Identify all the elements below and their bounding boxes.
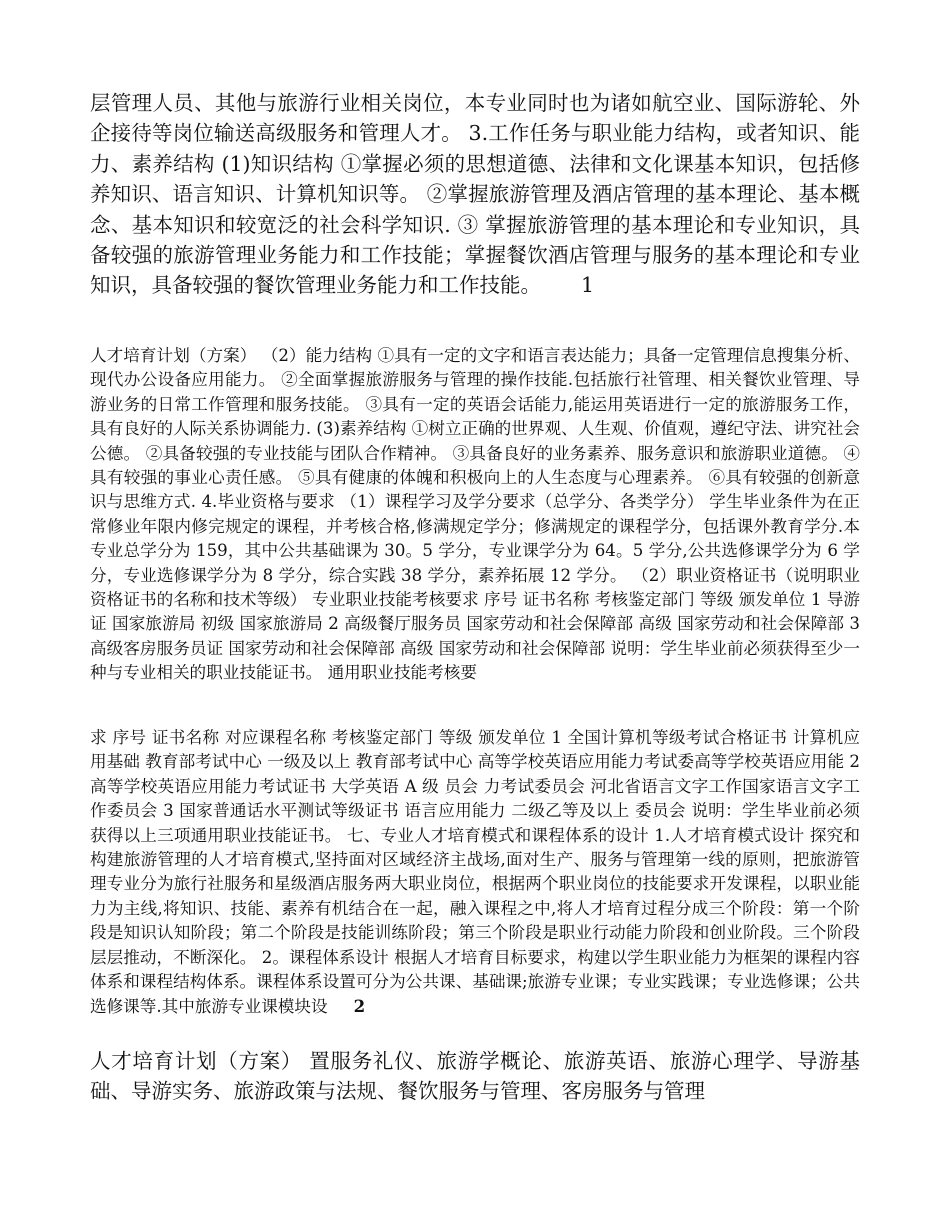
page-number: 1: [581, 273, 595, 298]
paragraph-text: 求 序号 证书名称 对应课程名称 考核鉴定部门 等级 颁发单位 1 全国计算机等级考试合格证书 计算机应用基础 教育部考试中心 一级及以上 教育部考试中心 高等学校英语应用能力考试委高等学校英语应用能 2 高等学校英语应用能力考试证书 大学英语 A 级 员会 力考试委员会 河北省语言文字工作国家语言文字工作委员会 3 国家普通话水平测试等级证书 语言应用能力 二级乙等及以上 委员会 说明：学生毕业前必须获得以上三项通用职业技能证书。 七、专业人才培育模式和课程体系的设计 1.人才培育模式设计 探究和构建旅游管理的人才培育模式,坚持面对区域经济主战场,面对生产、服务与管理第一线的原则，把旅游管理专业分为旅行社服务和星级酒店服务两大职业岗位，根据两个职业岗位的技能要求开发课程，以职业能力为主线,将知识、技能、素养有机结合在一起，融入课程之中,将人才培育过程分成三个阶段：第一个阶段是知识认知阶段；第二个阶段是技能训练阶段；第三个阶段是职业行动能力阶段和创业阶段。三个阶段层层推动，不断深化。 2。课程体系设计 根据人才培育目标要求，构建以学生职业能力为框架的课程内容体系和课程结构体系。课程体系设置可分为公共课、基础课;旅游专业课；专业实践课；专业选修课；公共选修课等.其中旅游专业课模块设: [90, 728, 860, 1017]
paragraph-text: 人才培育计划（方案） 置服务礼仪、旅游学概论、旅游英语、旅游心理学、导游基础、导游实务、旅游政策与法规、餐饮服务与管理、客房服务与管理: [90, 1049, 860, 1104]
text-block-4: [90, 1046, 860, 1107]
text-block-2: [90, 344, 860, 686]
paragraph-text: 层管理人员、其他与旅游行业相关岗位，本专业同时也为诸如航空业、国际游轮、外企接待等岗位输送高级服务和管理人才。 3.工作任务与职业能力结构，或者知识、能力、素养结构 (1)知识结构 ①掌握必须的思想道德、法律和文化课基本知识，包括修养知识、语言知识、计算机知识等。 ②掌握旅游管理及酒店管理的基本理论、基本概念、基本知识和较宽泛的社会科学知识. ③ 掌握旅游管理的基本理论和专业知识，具备较强的旅游管理业务能力和工作技能；掌握餐饮酒店管理与服务的基本理论和专业知识，具备较强的餐饮管理业务能力和工作技能。: [90, 91, 860, 298]
page-number: 2: [353, 996, 366, 1017]
paragraph-text: 人才培育计划（方案） （2）能力结构 ①具有一定的文字和语言表达能力；具备一定管理信息搜集分析、现代办公设备应用能力。 ②全面掌握旅游服务与管理的操作技能.包括旅行社管理、相关餐饮业管理、导游业务的日常工作管理和服务技能。 ③具有一定的英语会话能力,能运用英语进行一定的旅游服务工作，具有良好的人际关系协调能力. (3)素养结构 ①树立正确的世界观、人生观、价值观，遵纪守法、讲究社会公德。 ②具备较强的专业技能与团队合作精神。 ③具备良好的业务素养、服务意识和旅游职业道德。 ④具有较强的事业心责任感。 ⑤具有健康的体魄和积极向上的人生态度与心理素养。 ⑥具有较强的创新意识与思维方式. 4.毕业资格与要求 （1）课程学习及学分要求（总学分、各类学分） 学生毕业条件为在正常修业年限内修完规定的课程，并考核合格,修满规定学分；修满规定的课程学分，包括课外教育学分.本专业总学分为 159，其中公共基础课为 30。5 学分，专业课学分为 64。5 学分,公共选修课学分为 6 学分，专业选修课学分为 8 学分，综合实践 38 学分，素养拓展 12 学分。 （2）职业资格证书（说明职业资格证书的名称和技术等级） 专业职业技能考核要求 序号 证书名称 考核鉴定部门 等级 颁发单位 1 导游证 国家旅游局 初级 国家旅游局 2 高级餐厅服务员 国家劳动和社会保障部 高级 国家劳动和社会保障部 3 高级客房服务员证 国家劳动和社会保障部 高级 国家劳动和社会保障部 说明：学生毕业前必须获得至少一种与专业相关的职业技能证书。 通用职业技能考核要: [90, 346, 860, 683]
text-block-1: [90, 88, 860, 301]
text-block-3: [90, 726, 860, 1020]
